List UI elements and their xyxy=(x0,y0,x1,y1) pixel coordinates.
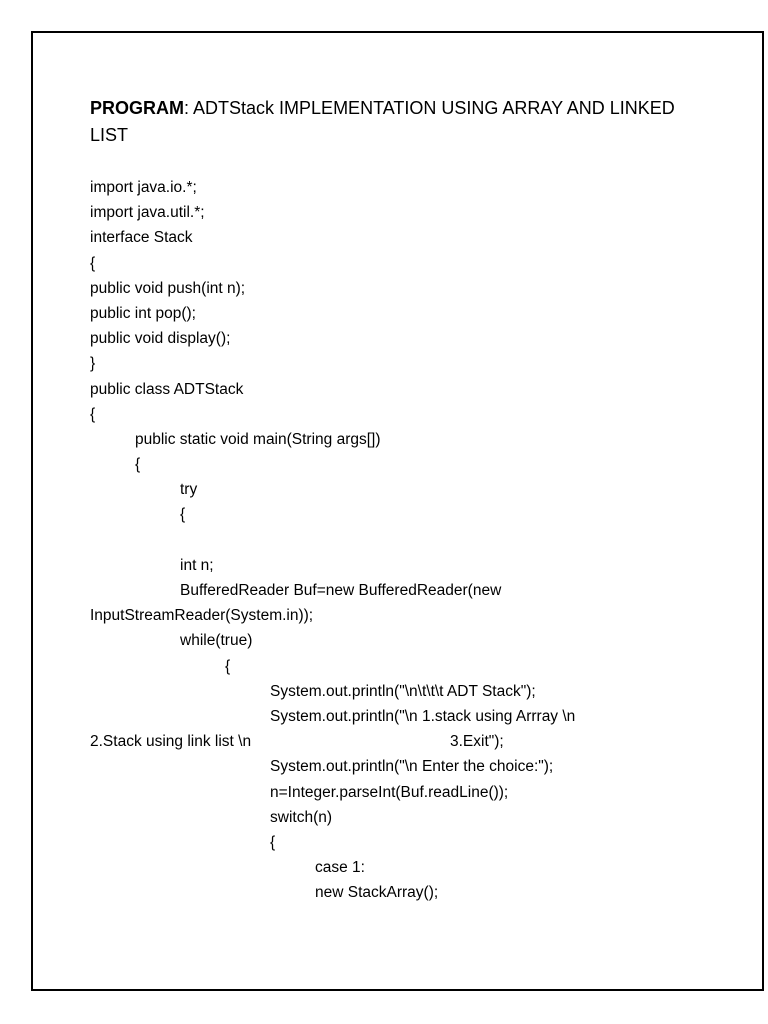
code-text: InputStreamReader(System.in)); xyxy=(90,607,314,625)
code-text: System.out.println("\n Enter the choice:"); xyxy=(270,758,554,776)
code-line xyxy=(90,427,690,452)
code-line xyxy=(90,402,690,427)
code-line xyxy=(90,276,690,301)
code-line xyxy=(90,301,690,326)
code-line xyxy=(90,528,690,553)
code-line xyxy=(90,729,690,754)
code-text: BufferedReader Buf=new BufferedReader(new xyxy=(180,582,502,599)
code-text: while(true) xyxy=(180,632,253,650)
code-line xyxy=(90,578,690,603)
code-line xyxy=(90,377,690,402)
code-text: System.out.println("\n 1.stack using Arrray \n xyxy=(270,707,576,725)
code-text: { xyxy=(90,254,96,272)
title-text: ADTStack IMPLEMENTATION USING ARRAY AND LINKED LIST xyxy=(90,98,675,145)
code-text: { xyxy=(225,657,231,675)
code-line xyxy=(90,351,690,376)
code-line xyxy=(90,603,690,628)
code-text: 2.Stack using link list \n xyxy=(90,733,252,751)
code-line xyxy=(90,553,690,578)
code-text: } xyxy=(90,355,96,373)
code-line xyxy=(90,628,690,653)
code-text: System.out.println("\n\t\t\t ADT Stack"); xyxy=(270,682,536,700)
code-line xyxy=(90,880,690,905)
code-line xyxy=(90,175,690,200)
code-text: public static void main(String args[]) xyxy=(135,430,381,448)
code-text: interface Stack xyxy=(90,229,193,247)
code-text: { xyxy=(180,506,186,524)
code-text: public int pop(); xyxy=(90,304,196,322)
code-text: import java.io.*; xyxy=(90,179,197,196)
code-line xyxy=(90,477,690,502)
code-line xyxy=(90,654,690,679)
code-line xyxy=(90,225,690,250)
code-text: switch(n) xyxy=(270,808,333,826)
code-line xyxy=(90,502,690,527)
title-colon: : xyxy=(184,98,190,118)
code-line xyxy=(90,754,690,779)
code-line xyxy=(90,200,690,225)
code-text: { xyxy=(135,456,141,474)
code-line xyxy=(90,805,690,830)
code-line xyxy=(90,830,690,855)
title-label: PROGRAM xyxy=(90,98,184,118)
code-text: public void display(); xyxy=(90,330,231,348)
code-text: int n; xyxy=(180,556,214,574)
code-text: case 1: xyxy=(315,859,365,877)
code-line xyxy=(90,855,690,880)
code-text: public class ADTStack xyxy=(90,380,244,398)
code-block xyxy=(90,175,690,905)
code-text: n=Integer.parseInt(Buf.readLine()); xyxy=(270,783,509,801)
code-line xyxy=(90,452,690,477)
code-line xyxy=(90,704,690,729)
code-text: new StackArray(); xyxy=(315,884,439,902)
code-text: import java.util.*; xyxy=(90,204,205,222)
code-text: public void push(int n); xyxy=(90,279,246,297)
program-title xyxy=(90,95,690,149)
code-text: 3.Exit"); xyxy=(450,733,504,751)
code-text: try xyxy=(180,481,198,499)
code-line xyxy=(90,326,690,351)
code-line xyxy=(90,679,690,704)
code-line xyxy=(90,780,690,805)
code-text: { xyxy=(90,405,96,423)
code-line xyxy=(90,251,690,276)
code-text: { xyxy=(270,833,276,851)
